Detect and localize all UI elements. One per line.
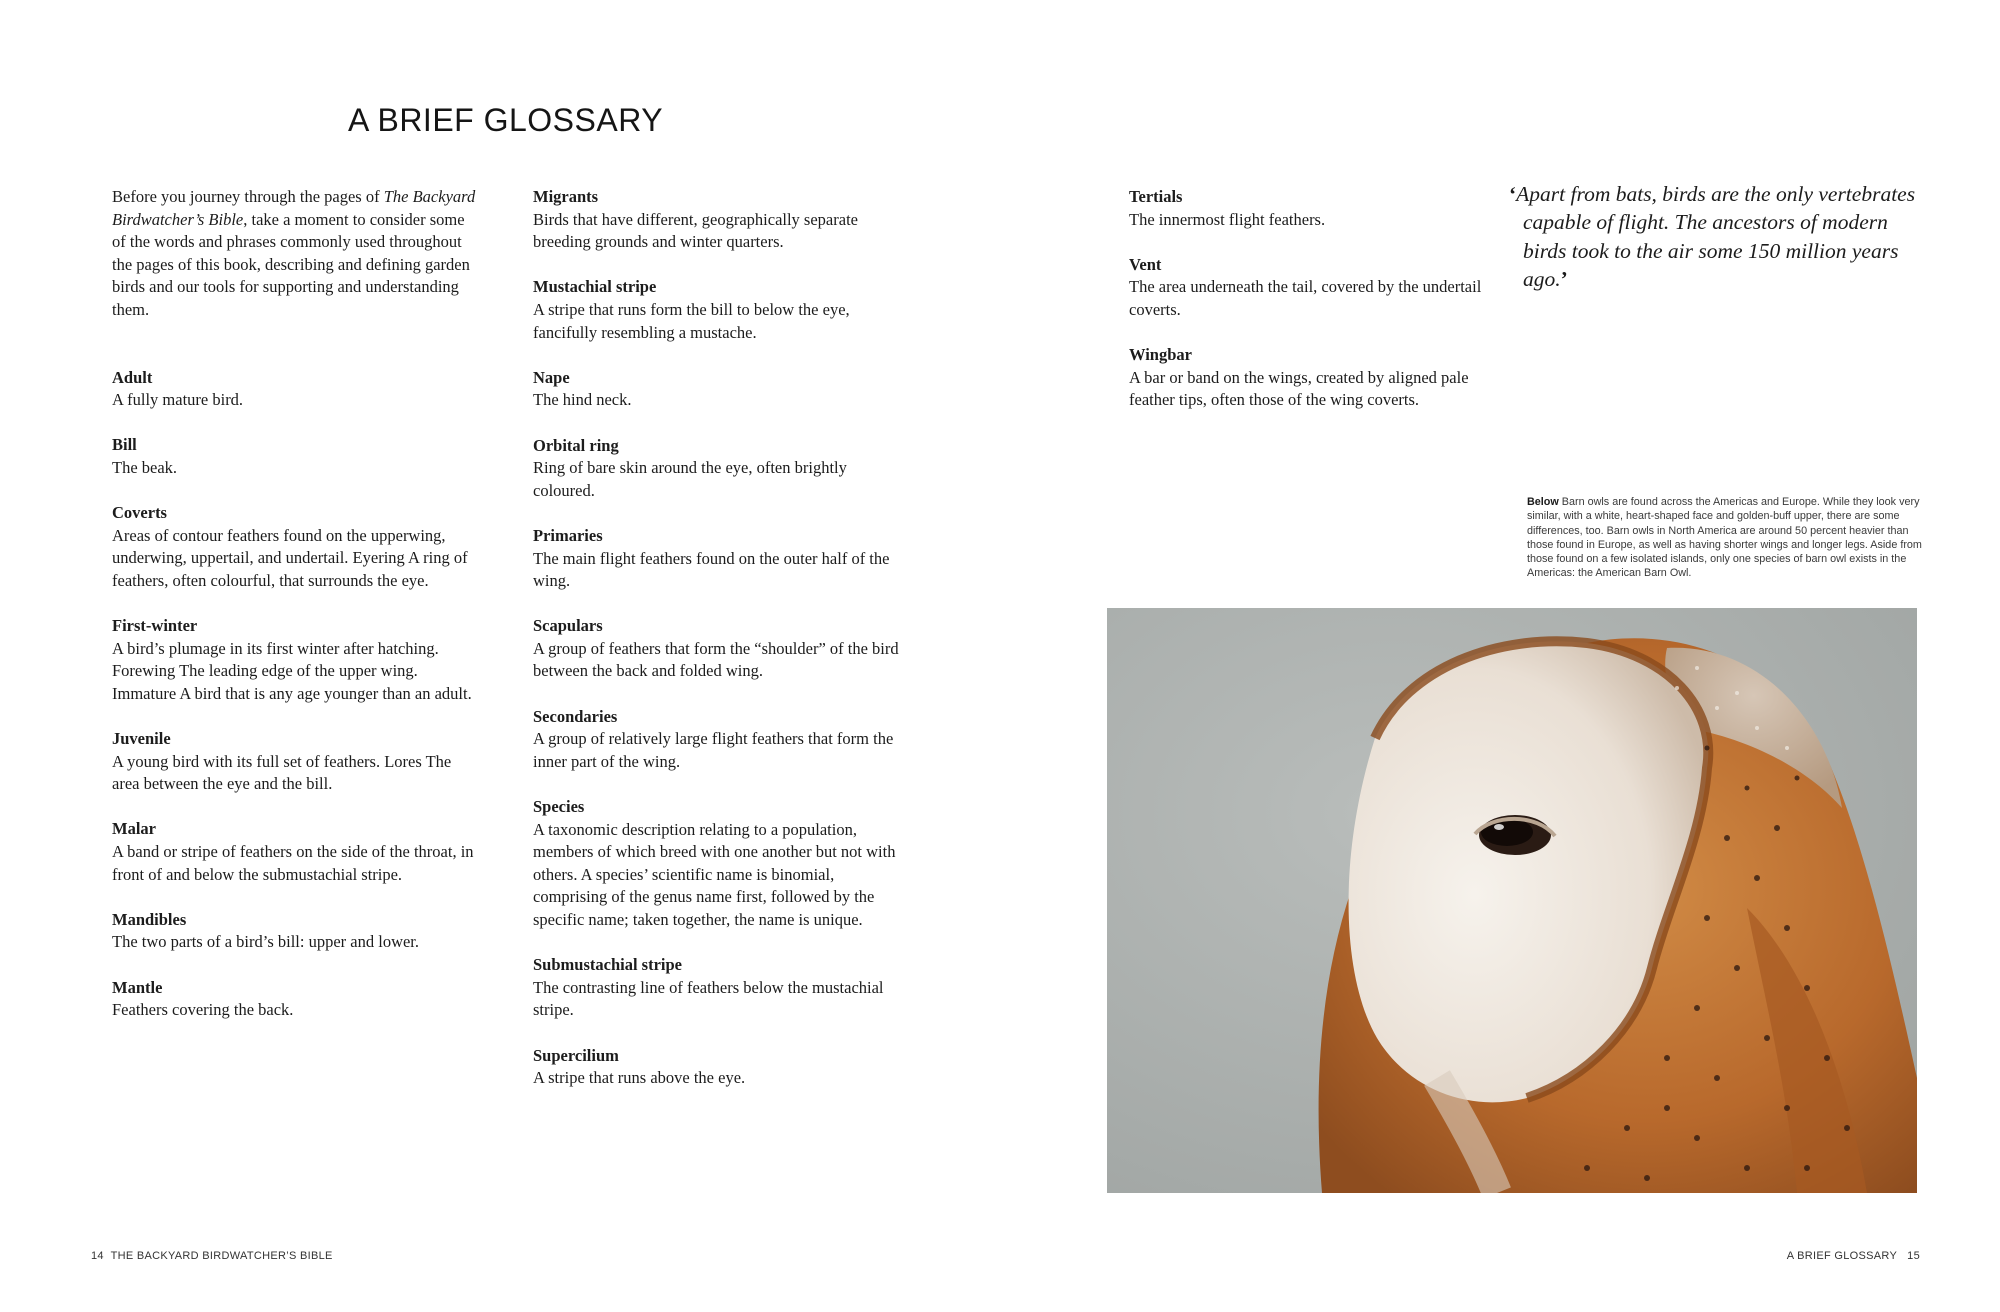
quote-text: Apart from bats, birds are the only vertebrates capable of flight. The ancestors of modern birds took to the air some 150 million years ago. <box>1516 182 1916 291</box>
glossary-column-2 <box>533 186 903 1112</box>
footer-right-running-title: A BRIEF GLOSSARY <box>1786 1250 1898 1262</box>
intro-lead: Before you journey through the pages of <box>112 187 380 206</box>
glossary-term: Primaries <box>533 525 603 545</box>
glossary-term: Migrants <box>533 187 599 206</box>
footer-right-page-number: 15 <box>1907 1250 1920 1262</box>
glossary-entry <box>112 502 482 592</box>
glossary-entry <box>533 706 903 774</box>
glossary-term: Bill <box>112 435 137 455</box>
glossary-entries <box>1129 186 1499 412</box>
glossary-entry <box>533 186 903 254</box>
glossary-entry <box>112 367 482 412</box>
glossary-entry <box>112 728 482 796</box>
glossary-definition: Areas of contour feathers found on the upperwing, underwing, uppertail, and undertail. Eyering A ring of feathers, often colourful, that surrounds the eye. <box>112 525 468 590</box>
glossary-definition: A stripe that runs form the bill to below the eye, fancifully resembling a mustache. <box>533 299 850 342</box>
glossary-term: Mantle <box>112 977 163 997</box>
intro-paragraph <box>112 186 482 322</box>
glossary-term: Tertials <box>1129 187 1183 206</box>
glossary-term: Species <box>533 797 585 817</box>
footer-left-page-number: 14 <box>91 1250 104 1262</box>
glossary-definition: A group of relatively large flight feathers that form the inner part of the wing. <box>533 729 894 771</box>
glossary-definition: The innermost flight feathers. <box>1129 209 1326 229</box>
glossary-entry <box>1129 254 1499 322</box>
glossary-definition: The two parts of a bird’s bill: upper and lower. <box>112 932 420 952</box>
glossary-term: Submustachial stripe <box>533 955 682 975</box>
glossary-definition: The main flight feathers found on the outer half of the wing. <box>533 548 890 591</box>
glossary-term: Wingbar <box>1129 345 1192 365</box>
glossary-entries <box>112 367 482 1022</box>
glossary-term: First-winter <box>112 616 198 636</box>
glossary-column-3 <box>1129 186 1499 435</box>
glossary-term: Scapulars <box>533 616 603 636</box>
glossary-definition: The beak. <box>112 457 178 477</box>
glossary-entry <box>533 276 903 344</box>
glossary-definition: A stripe that runs above the eye. <box>533 1068 746 1088</box>
glossary-entry <box>1129 186 1499 231</box>
glossary-definition: The contrasting line of feathers below the mustachial stripe. <box>533 977 884 1020</box>
glossary-term: Malar <box>112 819 156 839</box>
glossary-entry <box>533 1045 903 1090</box>
glossary-entry <box>533 367 903 412</box>
glossary-definition: Feathers covering the back. <box>112 1000 294 1020</box>
caption-text: Barn owls are found across the Americas and Europe. While they look very similar, with a white, heart-shaped face and golden-buff upper, there are some differences, too. Barn owls in North America are around 50 percent heavier than those found in Europe, as well as having shorter wings and longer legs. Aside from those found on a few isolated islands, only one species of barn owl exists in the Americas: the American Barn Owl. <box>1527 496 1922 580</box>
glossary-column-1 <box>112 186 482 1044</box>
glossary-definition: A taxonomic description relating to a population, members of which breed with one another but not with others. A species’ scientific name is binomial, comprising of the genus name first, followed by the specific name; taken together, the name is unique. <box>533 819 896 929</box>
glossary-entry <box>112 434 482 479</box>
pull-quote <box>1509 180 1923 293</box>
glossary-entry <box>533 796 903 932</box>
glossary-term: Adult <box>112 367 153 387</box>
page-title: A BRIEF GLOSSARY <box>348 102 664 138</box>
glossary-entry <box>112 909 482 954</box>
intro-book-title: The Backyard Birdwatcher’s Bible <box>112 187 476 229</box>
footer-left <box>91 1250 333 1262</box>
glossary-term: Nape <box>533 367 570 387</box>
glossary-term: Mandibles <box>112 909 187 929</box>
glossary-definition: A group of feathers that form the “shoulder” of the bird between the back and folded wing. <box>533 638 899 681</box>
glossary-definition: A bar or band on the wings, created by aligned pale feather tips, often those of the wing coverts. <box>1129 367 1469 410</box>
glossary-definition: Birds that have different, geographically separate breeding grounds and winter quarters. <box>533 209 858 252</box>
glossary-entry <box>112 977 482 1022</box>
quote-close-mark: ’ <box>1560 266 1568 291</box>
footer-right <box>1787 1250 1920 1262</box>
glossary-entry <box>1129 344 1499 412</box>
glossary-term: Vent <box>1129 254 1162 274</box>
glossary-definition: The hind neck. <box>533 390 632 410</box>
intro-rest: , take a moment to consider some of the words and phrases commonly used throughout the pages of this book, describing and defining garden birds and our tools for supporting and understanding them. <box>112 209 470 319</box>
footer-left-running-title: THE BACKYARD BIRDWATCHER’S BIBLE <box>110 1250 333 1262</box>
barn-owl-photo <box>1107 608 1917 1193</box>
glossary-entry <box>533 954 903 1022</box>
photo-caption <box>1527 495 1922 581</box>
quote-open-mark: ‘ <box>1509 182 1517 206</box>
glossary-term: Coverts <box>112 503 167 523</box>
barn-owl-illustration <box>1107 608 1917 1193</box>
glossary-entry <box>533 615 903 683</box>
glossary-entry <box>112 615 482 705</box>
glossary-entry <box>112 818 482 886</box>
glossary-term: Juvenile <box>112 729 171 749</box>
glossary-definition: A fully mature bird. <box>112 390 244 410</box>
glossary-term: Mustachial stripe <box>533 277 657 297</box>
glossary-term: Secondaries <box>533 706 618 726</box>
glossary-entry <box>533 525 903 593</box>
glossary-term: Orbital ring <box>533 435 619 455</box>
caption-label: Below <box>1527 496 1559 508</box>
glossary-definition: A young bird with its full set of feathers. Lores The area between the eye and the bill. <box>112 751 452 794</box>
glossary-term: Supercilium <box>533 1045 619 1065</box>
glossary-definition: The area underneath the tail, covered by the undertail coverts. <box>1129 277 1482 319</box>
glossary-definition: A bird’s plumage in its first winter after hatching. Forewing The leading edge of the upper wing. Immature A bird that is any age younger than an adult. <box>112 638 472 703</box>
glossary-entries <box>533 186 903 1090</box>
glossary-definition: A band or stripe of feathers on the side of the throat, in front of and below the submustachial stripe. <box>112 842 474 884</box>
glossary-definition: Ring of bare skin around the eye, often brightly coloured. <box>533 458 847 500</box>
glossary-entry <box>533 435 903 503</box>
